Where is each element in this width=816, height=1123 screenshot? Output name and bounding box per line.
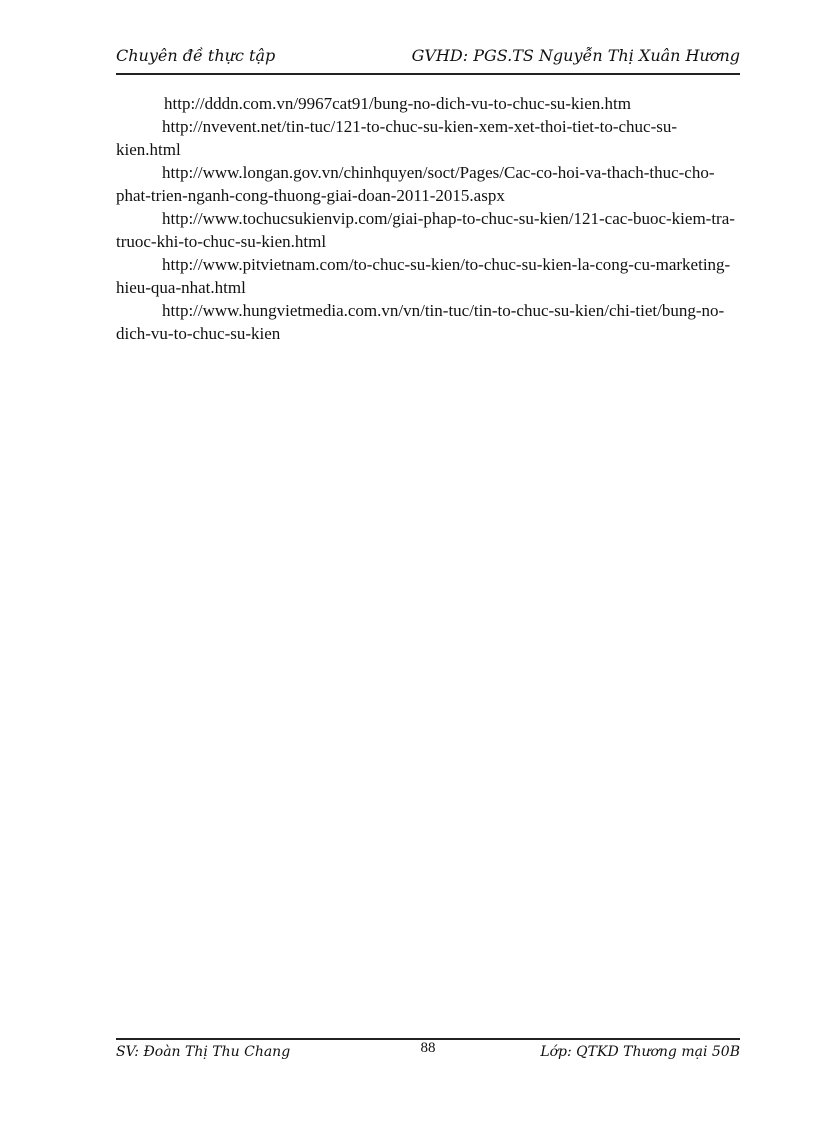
header-supervisor: GVHD: PGS.TS Nguyễn Thị Xuân Hương: [411, 46, 740, 65]
reference-item: http://www.longan.gov.vn/chinhquyen/soct/Pages/Cac-co-hoi-va-thach-thuc-cho-phat-trien-nganh-cong-thuong-giai-doan-2011-2015.aspx: [116, 163, 715, 205]
footer-student-name: SV: Đoàn Thị Thu Chang: [116, 1044, 291, 1060]
footer-class-name: Lớp: QTKD Thương mại 50B: [540, 1044, 740, 1060]
page-number: 88: [420, 1040, 436, 1056]
page-header: [116, 44, 740, 72]
reference-item: http://nvevent.net/tin-tuc/121-to-chuc-su-kien-xem-xet-thoi-tiet-to-chuc-su-kien.html: [116, 117, 678, 159]
reference-item: http://dddn.com.vn/9967cat91/bung-no-dich-vu-to-chuc-su-kien.htm: [164, 94, 631, 113]
reference-item: http://www.pitvietnam.com/to-chuc-su-kien/to-chuc-su-kien-la-cong-cu-marketing-hieu-qua-nhat.html: [116, 255, 731, 297]
page-footer: [116, 1042, 740, 1068]
reference-list: [116, 92, 740, 345]
header-divider: [116, 73, 740, 75]
reference-item: http://www.tochucsukienvip.com/giai-phap-to-chuc-su-kien/121-cac-buoc-kiem-tra-truoc-khi-to-chuc-su-kien.html: [116, 209, 735, 251]
header-document-type: Chuyên đề thực tập: [116, 46, 276, 65]
reference-item: http://www.hungvietmedia.com.vn/vn/tin-tuc/tin-to-chuc-su-kien/chi-tiet/bung-no-dich-vu-to-chuc-su-kien: [116, 301, 725, 343]
